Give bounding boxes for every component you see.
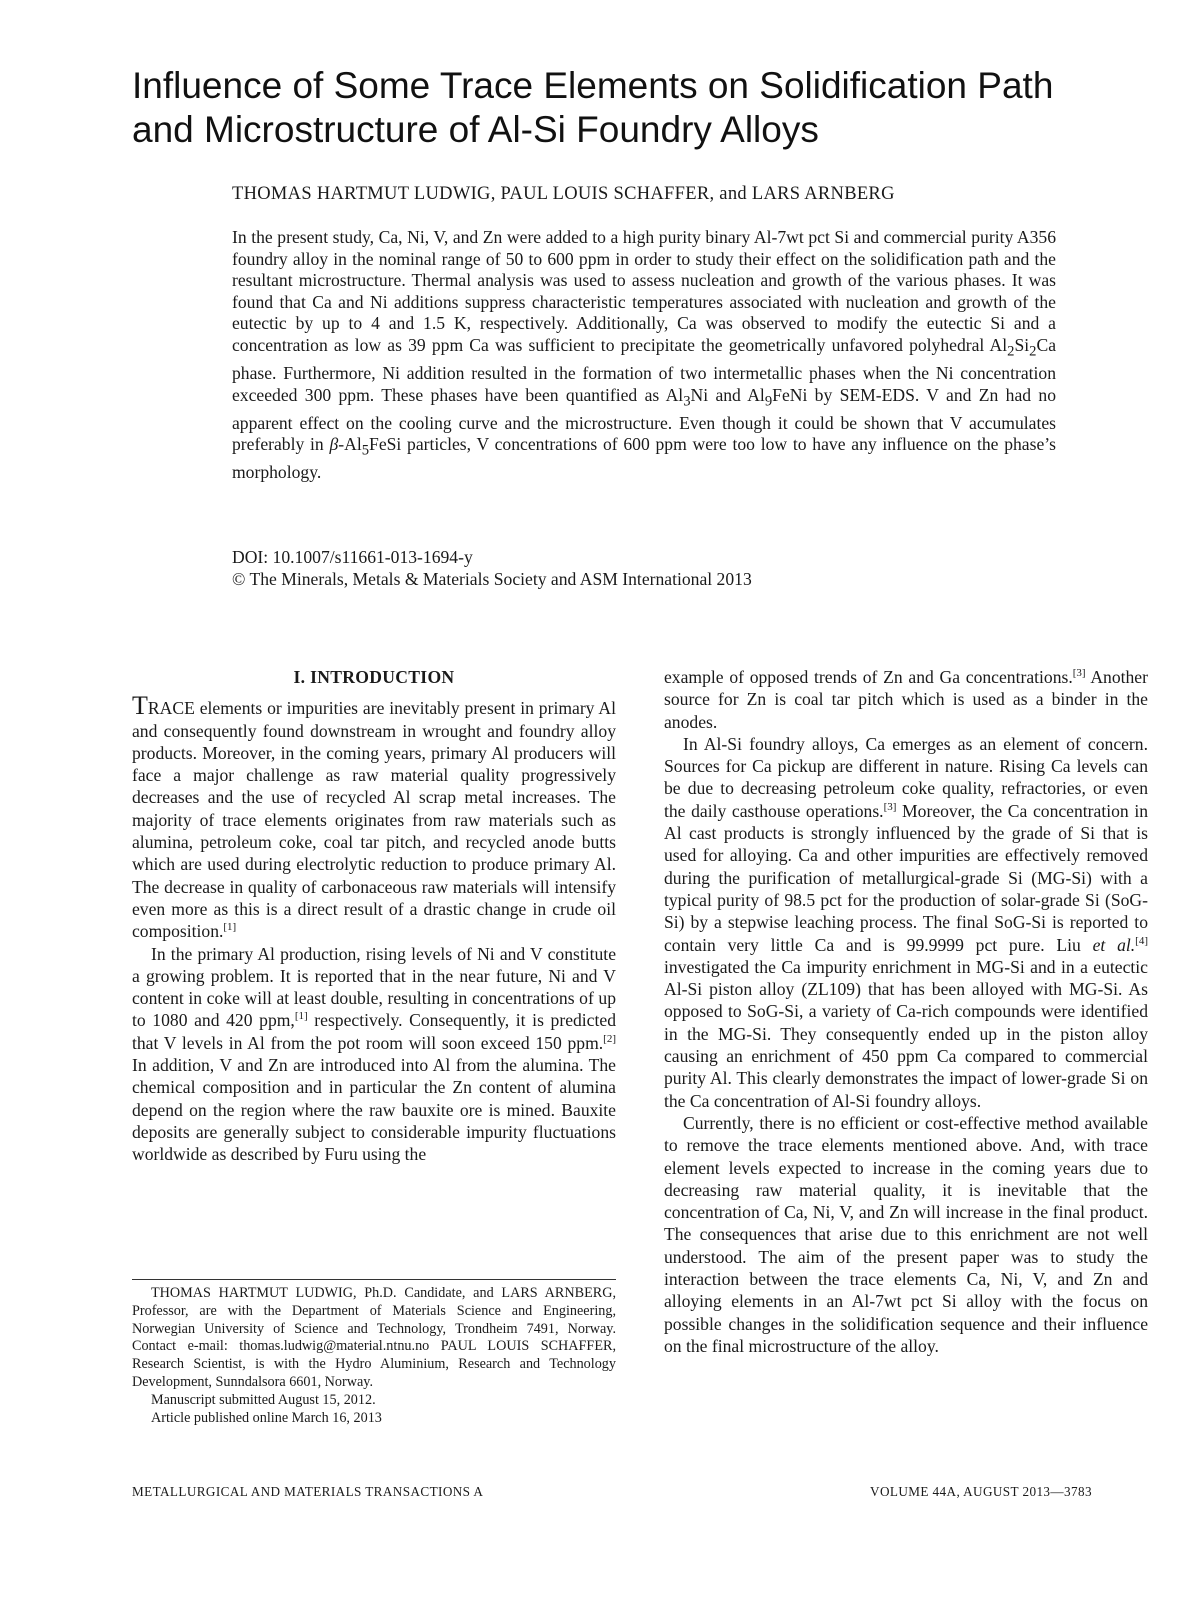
paper-title: Influence of Some Trace Elements on Solidification Path and Microstructure of Al-Si Foundry Alloys [132,65,1054,150]
paragraph-text: In Al-Si foundry alloys, Ca emerges as an element of concern. Sources for Ca pickup are different in nature. Rising Ca levels can be due to decreasing petroleum coke quality, refractories, or even the daily casthouse operations. [664,733,1148,821]
subscript: 5 [361,442,370,459]
paragraph-text: elements or impurities are inevitably present in primary Al and consequently found downstream in wrought and foundry alloy products. Moreover, in the coming years, primary Al producers will face a major challenge as raw material quality progressively decreases and the use of recycled Al scrap metal increases. The majority of trace elements originates from raw materials such as alumina, petroleum coke, coal tar pitch, and recycled anode butts which are used during electrolytic reduction to produce primary Al. The decrease in quality of carbonaceous raw materials will intensify even more as this is a direct result of a drastic change in crude oil composition. [132,698,616,942]
copyright-notice: © The Minerals, Metals & Materials Society and ASM International 2013 [232,569,752,589]
paragraph-text: In the primary Al production, rising levels of Ni and V constitute a growing problem. It is reported that in the near future, Ni and V content in coke will at least double, resulting in concentrations of up to 1080 and 420 ppm, [132,943,616,1031]
citation-link[interactable]: [1] [294,1010,308,1023]
paragraph-text: respectively. Consequently, it is predicted that V levels in Al from the pot room will soon exceed 150 ppm. [132,1010,616,1053]
article-published: Article published online March 16, 2013 [151,1409,382,1426]
intro-paragraph-3 [664,733,1148,1112]
footnote [132,1285,616,1427]
abstract-text: In the present study, Ca, Ni, V, and Zn were added to a high purity binary Al-7wt pct Si and commercial purity A356 foundry alloy in the nominal range of 50 to 600 ppm in order to study their effect on the solidification path and the resultant microstructure. Thermal analysis was used to assess nucleation and growth of the various phases. It was found that Ca and Ni additions suppress characteristic temperatures associated with nucleation and growth of the eutectic by up to 4 and 1.5 K, respectively. Additionally, Ca was observed to modify the eutectic Si and a concentration as low as 39 ppm Ca was sufficient to precipitate the geometrically unfavored polyhedral Al [232,227,1056,355]
volume-page-info: VOLUME 44A, AUGUST 2013—3783 [870,1484,1092,1499]
citation-link[interactable]: [2] [603,1032,616,1045]
paragraph-text: investigated the Ca impurity enrichment in MG-Si and in a eutectic Al-Si piston alloy (ZL109) that has been alloyed with MG-Si. As opposed to SoG-Si, a variety of Ca-rich compounds were identified in the MG-Si. They consequently ended up in the piston alloy causing an enrichment of 450 ppm Ca compared to commercial purity Al. This clearly demonstrates the impact of lower-grade Si on the Ca concentration of Al-Si foundry alloys. [664,956,1148,1111]
subscript: 2 [1029,343,1037,360]
small-caps-word: RACE [147,698,195,719]
author-list: THOMAS HARTMUT LUDWIG, PAUL LOUIS SCHAFFER, and LARS ARNBERG [232,184,895,204]
abstract-text: Si [1014,334,1030,355]
doi-block [232,546,1056,590]
intro-paragraph-1 [132,691,616,942]
et-al-text: et al. [1092,934,1136,955]
paragraph-text: Moreover, the Ca concentration in Al cast products is strongly influenced by the grade of Si that is used for alloying. Ca and other impurities are effectively removed during the purification of metallurgical-grade Si (MG-Si) with a typical purity of 98.5 pct for the production of solar-grade Si (SoG-Si) by a stepwise leaching process. The final SoG-Si is reported to contain very little Ca and is 99.9999 pct pure. Liu [664,800,1148,955]
citation-link[interactable]: [4] [1135,934,1148,947]
journal-name: METALLURGICAL AND MATERIALS TRANSACTIONS A [132,1484,484,1499]
citation-link[interactable]: [3] [1072,667,1086,680]
abstract-text: FeNi by SEM-EDS. V and Zn had no apparent effect on the cooling curve and the microstructure. Even though it could be shown that V accumulates preferably in [232,384,1056,455]
subscript: 2 [1007,343,1015,360]
left-column [132,666,616,1166]
doi-link[interactable]: DOI: 10.1007/s11661-013-1694-y [232,547,473,567]
paragraph-text: example of opposed trends of Zn and Ga concentrations. [664,667,1073,687]
subscript: 3 [683,393,691,410]
abstract-text: Ca phase. Furthermore, Ni addition resulted in the formation of two intermetallic phases when the Ni concentration exceeded 300 ppm. These phases have been quantified as Al [232,334,1056,405]
abstract-text: -Al [338,434,362,455]
citation-link[interactable]: [3] [883,800,897,813]
abstract [232,227,1056,484]
intro-paragraph-2 [132,943,616,1166]
manuscript-submitted: Manuscript submitted August 15, 2012. [151,1391,376,1408]
page-footer [132,1484,1092,1504]
intro-paragraph-4: Currently, there is no efficient or cost-effective method available to remove the trace elements mentioned above. And, with trace element levels expected to increase in the coming years due to decreasing raw material quality, it is inevitable that the concentration of Ca, Ni, V, and Zn will increase in the final product. The consequences that arise due to this enrichment are not well understood. The aim of the present paper was to study the interaction between the trace elements Ca, Ni, V, and Zn and alloying elements in an Al-7wt pct Si alloy with the focus on possible changes in the solidification sequence and their influence on the final microstructure of the alloy. [664,1112,1148,1356]
paragraph-text: Another source for Zn is coal tar pitch which is used as a binder in the anodes. [664,667,1148,732]
drop-cap: T [132,691,148,721]
author-affiliation: THOMAS HARTMUT LUDWIG, Ph.D. Candidate, and LARS ARNBERG, Professor, are with the Department of Materials Science and Engineering, Norwegian University of Science and Technology, Trondheim 7491, Norway. Contact e-mail: thomas.ludwig@material.ntnu.no PAUL LOUIS SCHAFFER, Research Scientist, is with the Hydro Aluminium, Research and Technology Development, Sunndalsora 6601, Norway. [132,1285,616,1390]
right-column [664,666,1148,1357]
paragraph-text: In addition, V and Zn are introduced into Al from the alumina. The chemical composition and in particular the Zn content of alumina depend on the region where the raw bauxite ore is mined. Bauxite deposits are generally subject to considerable impurity fluctuations worldwide as described by Furu using the [132,1055,616,1165]
section-heading-introduction: I. INTRODUCTION [293,667,455,687]
abstract-text: FeSi particles, V concentrations of 600 ppm were too low to have any influence on the phase’s morphology. [232,434,1057,483]
footnote-divider [132,1279,616,1280]
citation-link[interactable]: [1] [223,921,237,934]
beta-symbol: β [329,434,339,455]
subscript: 9 [764,393,773,410]
abstract-text: Ni and Al [690,384,765,405]
intro-paragraph-continued [664,666,1148,733]
